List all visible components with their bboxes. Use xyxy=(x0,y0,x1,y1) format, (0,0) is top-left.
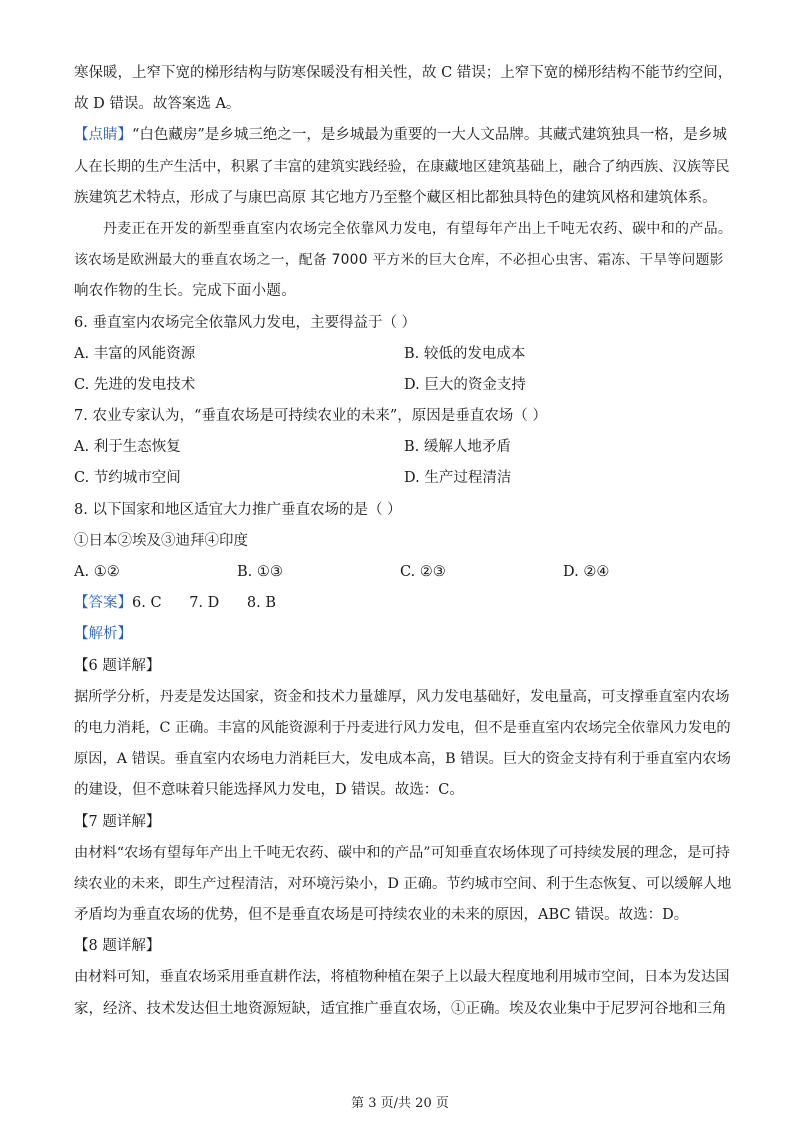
comment-line xyxy=(74,120,734,151)
option-c: C. 先进的发电技术 xyxy=(74,376,196,393)
analysis-heading xyxy=(74,619,734,650)
question-8-items: ①日本②埃及③迪拜④印度 xyxy=(74,532,248,549)
text-line: 续农业的未来，即生产过程清洁，对环境污染小，D 正确。节约城市空间、利于生态恢复、可以缓解人地 xyxy=(74,875,732,892)
text-line: 原因，A 错误。垂直室内农场电力消耗巨大，发电成本高，B 错误。巨大的资金支持有利于垂直室内农场 xyxy=(74,751,731,768)
text-line: 故 D 错误。故答案选 A。 xyxy=(74,96,241,113)
comment-text: “白色藏房”是乡城三绝之一，是乡城最为重要的一大人文品牌。其藏式建筑独具一格，是乡城 xyxy=(132,127,727,144)
text-line: 的建设，但不意味着只能选择风力发电，D 错误。故选：C。 xyxy=(74,782,464,799)
page-footer: 第 3 页/共 20 页 xyxy=(351,1096,449,1111)
answer-tag: 【答案】 xyxy=(74,595,132,612)
material-line: 该农场是欧洲最大的垂直农场之一，配备 7000 平方米的巨大仓库，不必担心虫害、霜冻、干旱等问题影 xyxy=(74,252,724,269)
text-line: 族建筑艺术特点，形成了与康巴高原 其它地方乃至整个藏区相比都独具特色的建筑风格和建筑体系。 xyxy=(74,189,717,206)
text-line: 由材料可知，垂直农场采用垂直耕作法，将植物种植在架子上以最大程度地利用城市空间，日本为发达国 xyxy=(74,969,730,986)
analysis-tag: 【解析】 xyxy=(74,626,132,643)
question-7-stem: 7. 农业专家认为，“垂直农场是可持续农业的未来”，原因是垂直农场（ ） xyxy=(74,408,547,425)
option-b: B. ①③ xyxy=(237,564,283,580)
question-6-stem: 6. 垂直室内农场完全依靠风力发电，主要得益于（ ） xyxy=(74,314,417,331)
text-line: 寒保暖，上窄下宽的梯形结构与防寒保暖没有相关性，故 C 错误；上窄下宽的梯形结构不能节约空间， xyxy=(74,65,733,81)
option-a: A. 利于生态恢复 xyxy=(74,439,181,456)
question-8-stem: 8. 以下国家和地区适宜大力推广垂直农场的是（ ） xyxy=(74,501,402,518)
option-d: D. 巨大的资金支持 xyxy=(404,376,526,393)
material-line: 丹麦正在开发的新型垂直室内农场完全依靠风力发电，有望每年产出上千吨无农药、碳中和的产品。 xyxy=(103,220,733,237)
option-c: C. 节约城市空间 xyxy=(74,470,181,487)
text-line: 的电力消耗，C 正确。丰富的风能资源利于丹麦进行风力发电，但不是垂直室内农场完全依靠风力发电的 xyxy=(74,719,731,736)
option-c: C. ②③ xyxy=(400,564,446,580)
text-line: 矛盾均为垂直农场的优势，但不是垂直农场是可持续农业的未来的原因，ABC 错误。故选：D。 xyxy=(74,907,689,924)
text-line: 由材料“农场有望每年产出上千吨无农药、碳中和的产品”可知垂直农场体现了可持续发展的理念，是可持 xyxy=(74,844,730,861)
detail-6-heading: 【6 题详解】 xyxy=(74,657,161,674)
material-line: 响农作物的生长。完成下面小题。 xyxy=(74,283,296,300)
comment-tag: 【点睛】 xyxy=(74,127,132,144)
text-line: 家，经济、技术发达但土地资源短缺，适宜推广垂直农场，①正确。埃及农业集中于尼罗河谷地和三角 xyxy=(74,1000,727,1017)
document-page xyxy=(74,58,734,1025)
option-a: A. ①② xyxy=(74,564,120,580)
detail-8-heading: 【8 题详解】 xyxy=(74,938,161,955)
option-d: D. ②④ xyxy=(563,564,610,580)
option-b: B. 较低的发电成本 xyxy=(404,345,526,362)
question-7-options-row xyxy=(74,463,734,494)
question-6-options-row xyxy=(74,370,734,401)
question-8-options-row xyxy=(74,557,734,588)
option-b: B. 缓解人地矛盾 xyxy=(404,439,511,456)
answer-line xyxy=(74,588,734,619)
option-d: D. 生产过程清洁 xyxy=(404,470,512,487)
text-line: 人在长期的生产生活中，积累了丰富的建筑实践经验，在康藏地区建筑基础上，融合了纳西族、汉族等民 xyxy=(74,158,730,175)
question-6-options-row xyxy=(74,339,734,370)
option-a: A. 丰富的风能资源 xyxy=(74,345,196,362)
answer-text: 6. C 7. D 8. B xyxy=(132,595,277,612)
text-line: 据所学分析，丹麦是发达国家，资金和技术力量雄厚，风力发电基础好，发电量高，可支撑垂直室内农场 xyxy=(74,688,730,705)
detail-7-heading: 【7 题详解】 xyxy=(74,813,161,830)
question-7-options-row xyxy=(74,432,734,463)
